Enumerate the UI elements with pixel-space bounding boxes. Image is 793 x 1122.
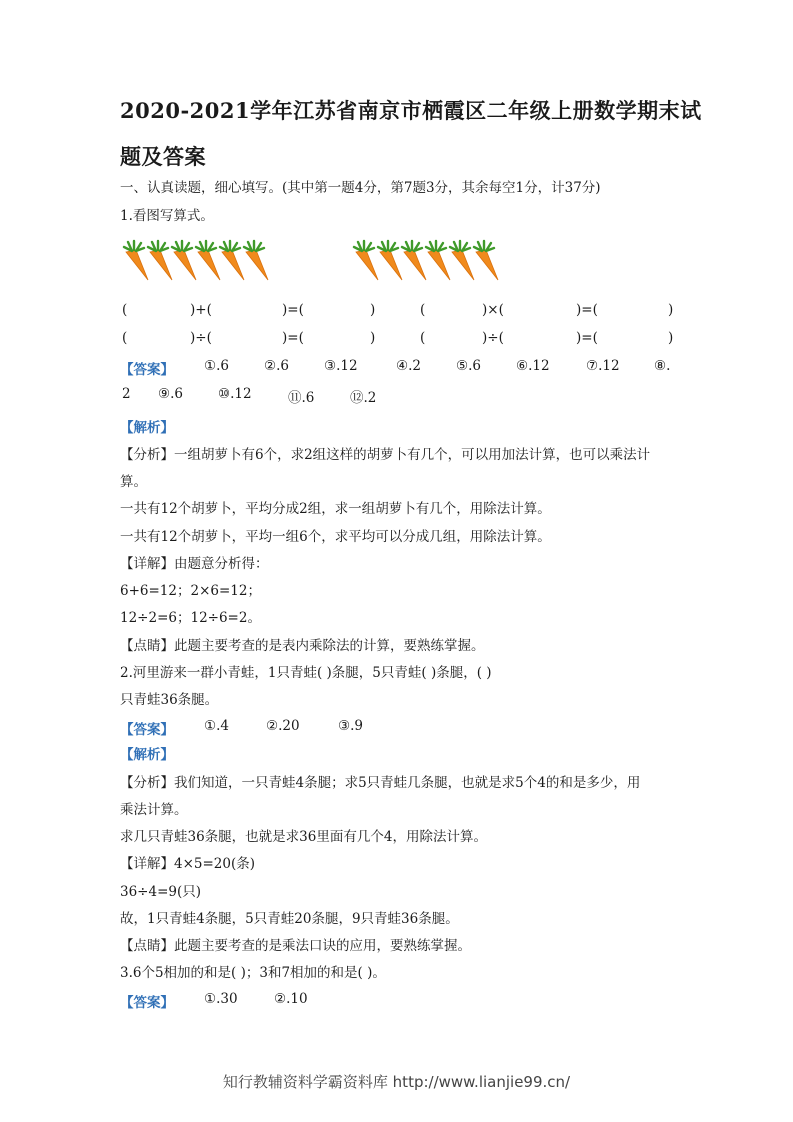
question-2-stem: 2.河里游来一群小青蛙，1只青蛙( )条腿，5只青蛙( )条腿，( ) [120,665,492,681]
equation-row-1 [120,302,680,322]
q1-analysis-line: 一共有12个胡萝卜，平均分成2组，求一组胡萝卜有几个，用除法计算。 [120,501,551,517]
answer-value: ③.9 [338,718,363,734]
q1-answer-line1 [120,358,680,378]
q3-answer-line [120,991,680,1011]
operator: )=( [282,302,304,318]
operator: )=( [576,330,598,346]
operator: )÷( [482,330,504,346]
operator: )+( [190,302,212,318]
answer-value: ⑧. [654,358,671,374]
answer-value: ②.10 [274,991,308,1007]
q1-analysis-label: 【解析】 [120,420,174,436]
answer-value: ③.12 [324,358,358,374]
question-2-stem-cont: 只青蛙36条腿。 [120,692,219,708]
q2-analysis-line: 求几只青蛙36条腿，也就是求36里面有几个4，用除法计算。 [120,829,487,845]
q1-analysis-line: 12÷2=6；12÷6=2。 [120,610,261,626]
answer-value: ⑦.12 [586,358,620,374]
answer-label: 【答案】 [120,722,174,738]
paren: ) [370,330,376,346]
answer-label: 【答案】 [120,362,174,378]
page-title-line1: 2020-2021学年江苏省南京市栖霞区二年级上册数学期末试 [120,98,702,123]
paren: ) [668,302,674,318]
footer-watermark: 知行教辅资料学霸资料库 http://www.lianjie99.cn/ [222,1073,571,1091]
question-1-stem: 1.看图写算式。 [120,208,214,224]
paren: ) [370,302,376,318]
carrot-group-right [352,238,502,283]
q1-analysis-line: 【分析】一组胡萝卜有6个，求2组这样的胡萝卜有几个，可以用加法计算，也可以乘法计 [120,447,651,463]
paren: ( [420,302,426,318]
answer-value: ⑪.6 [288,390,315,406]
page-title-line2: 题及答案 [120,144,206,169]
q2-analysis-label: 【解析】 [120,747,174,763]
answer-value: ⑨.6 [158,386,183,402]
q2-analysis-line: 36÷4=9(只) [120,884,202,900]
section-heading: 一、认真读题，细心填写。(其中第一题4分，第7题3分，其余每空1分，计37分) [120,180,601,196]
answer-value: ②.20 [266,718,300,734]
answer-value: ②.6 [264,358,289,374]
paren: ) [668,330,674,346]
operator: )×( [482,302,504,318]
q2-analysis-line: 故，1只青蛙4条腿，5只青蛙20条腿，9只青蛙36条腿。 [120,911,459,927]
q2-analysis-line: 【详解】4×5=20(条) [120,856,256,872]
answer-value: ⑤.6 [456,358,481,374]
q2-analysis-line: 乘法计算。 [120,802,188,818]
q1-analysis-line: 【点睛】此题主要考查的是表内乘除法的计算，要熟练掌握。 [120,638,485,654]
answer-value: ⑫.2 [350,390,377,406]
q1-analysis-line: 【详解】由题意分析得： [120,556,269,572]
answer-value: ①.30 [204,991,238,1007]
paren: ( [420,330,426,346]
answer-value: ①.4 [204,718,229,734]
equation-row-2 [120,330,680,350]
answer-label: 【答案】 [120,995,174,1011]
answer-value: ④.2 [396,358,421,374]
answer-value: 2 [122,386,131,402]
operator: )=( [576,302,598,318]
q1-analysis-line: 一共有12个胡萝卜，平均一组6个，求平均可以分成几组，用除法计算。 [120,529,551,545]
answer-value: ⑥.12 [516,358,550,374]
carrot-group-left [122,238,272,283]
answer-value: ①.6 [204,358,229,374]
q1-answer-line2 [120,386,680,406]
q2-analysis-line: 【分析】我们知道，一只青蛙4条腿；求5只青蛙几条腿，也就是求5个4的和是多少，用 [120,775,641,791]
q2-analysis-line: 【点睛】此题主要考查的是乘法口诀的应用，要熟练掌握。 [120,938,471,954]
q2-answer-line [120,718,680,738]
question-3-stem: 3.6个5相加的和是( )；3和7相加的和是( )。 [120,965,386,981]
paren: ( [122,330,128,346]
operator: )=( [282,330,304,346]
operator: )÷( [190,330,212,346]
q1-analysis-line: 6+6=12；2×6=12； [120,583,261,599]
paren: ( [122,302,128,318]
answer-value: ⑩.12 [218,386,252,402]
q1-analysis-line: 算。 [120,474,147,490]
